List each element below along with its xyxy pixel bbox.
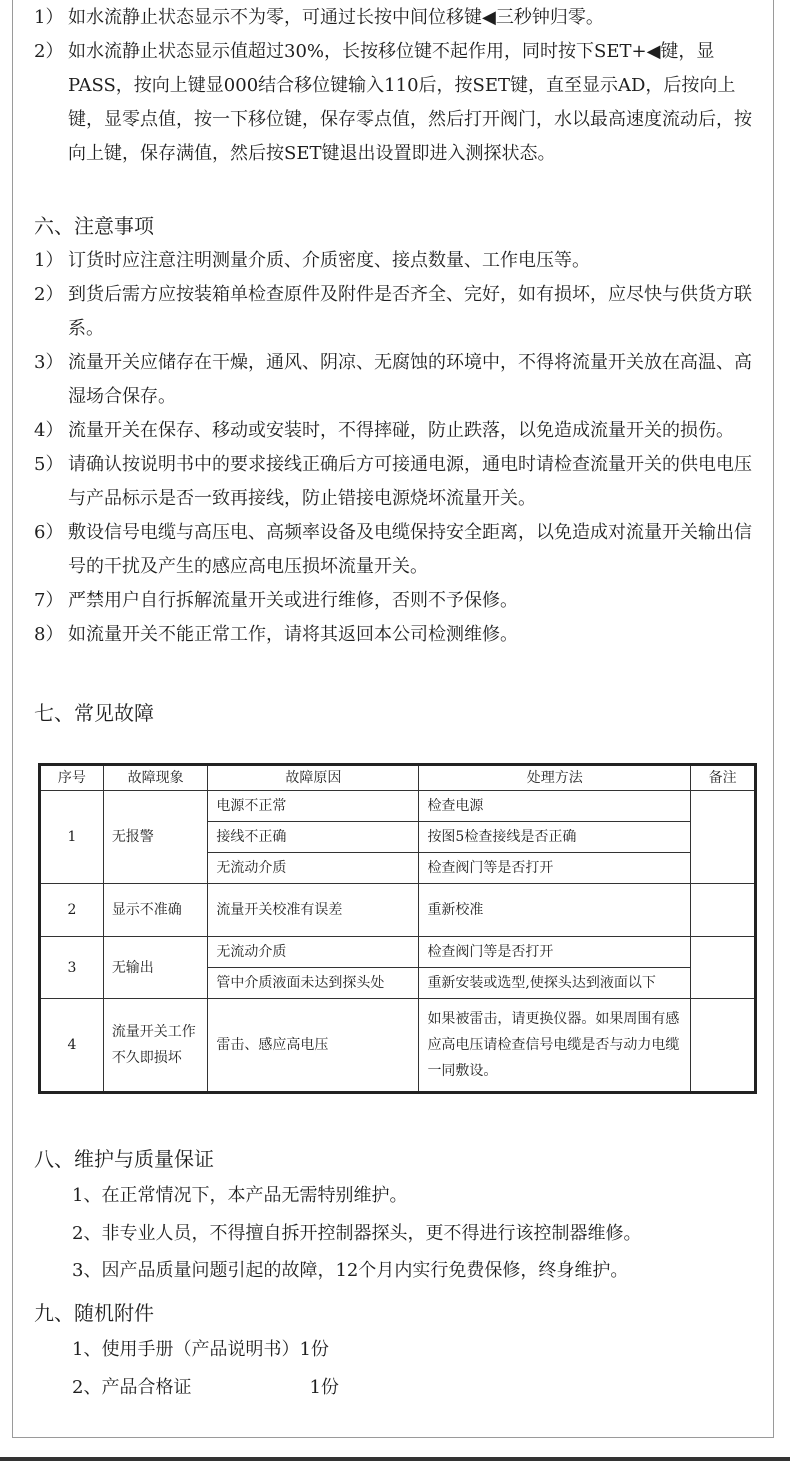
calibration-steps: [34, 1, 759, 171]
cell-symptom: 无报警: [103, 791, 208, 884]
list-item: [34, 414, 759, 448]
cell-fix: 检查阀门等是否打开: [419, 937, 691, 968]
list-item: [34, 1, 759, 35]
item-text: 到货后需方应按装箱单检查原件及附件是否齐全、完好，如有损坏，应尽快与供货方联系。: [68, 284, 752, 339]
cell-no: 4: [40, 999, 104, 1093]
fault-table: [38, 763, 757, 1094]
item-text: 如水流静止状态显示不为零，可通过长按中间位移键◀三秒钟归零。: [68, 7, 604, 28]
list-item: [34, 278, 759, 346]
item-text: 严禁用户自行拆解流量开关或进行维修，否则不予保修。: [68, 590, 518, 611]
item-text: 流量开关在保存、移动或安装时，不得摔碰，防止跌落，以免造成流量开关的损伤。: [68, 420, 734, 441]
maintenance-section: [34, 1141, 759, 1177]
item-number: 2）: [34, 284, 64, 305]
cell-symptom: 流量开关工作不久即损坏: [103, 999, 208, 1093]
list-item: 1、在正常情况下，本产品无需特别维护。: [72, 1185, 408, 1206]
notes-section: [34, 208, 759, 652]
cell-remark: [691, 791, 756, 884]
cell-fix: 检查阀门等是否打开: [419, 853, 691, 884]
section-title: 七、常见故障: [34, 701, 154, 725]
table-row: [40, 791, 756, 822]
item-number: 1）: [34, 250, 64, 271]
list-item: [34, 35, 759, 171]
item-text: 请确认按说明书中的要求接线正确后方可接通电源，通电时请检查流量开关的供电电压与产品标示是否一致再接线，防止错接电源烧坏流量开关。: [68, 454, 752, 509]
table-row: [40, 884, 756, 937]
cell-symptom: 显示不准确: [103, 884, 208, 937]
list-item: 3、因产品质量问题引起的故障，12个月内实行免费保修，终身维护。: [72, 1260, 629, 1281]
cell-no: 3: [40, 937, 104, 999]
cell-cause: 电源不正常: [208, 791, 419, 822]
maintenance-list: [72, 1177, 641, 1290]
cell-fix: 按图5检查接线是否正确: [419, 822, 691, 853]
list-item: [34, 516, 759, 584]
item-name: 1、使用手册（产品说明书）: [72, 1339, 300, 1360]
cell-symptom: 无输出: [103, 937, 208, 999]
item-number: 7）: [34, 590, 64, 611]
header-cause: 故障原因: [208, 765, 419, 791]
cell-fix: 重新校准: [419, 884, 691, 937]
cell-cause: 雷击、感应高电压: [208, 999, 419, 1093]
cell-cause: 无流动介质: [208, 937, 419, 968]
cell-cause: 无流动介质: [208, 853, 419, 884]
item-qty: 1份: [309, 1376, 339, 1398]
header-fix: 处理方法: [419, 765, 691, 791]
cell-cause: 接线不正确: [208, 822, 419, 853]
list-item: [34, 448, 759, 516]
section-title: 八、维护与质量保证: [34, 1147, 214, 1171]
accessories-list: [72, 1331, 339, 1406]
list-item: 2、非专业人员，不得擅自拆开控制器探头，更不得进行该控制器维修。: [72, 1222, 642, 1244]
item-number: 3）: [34, 352, 64, 373]
item-text: 敷设信号电缆与高压电、高频率设备及电缆保持安全距离，以免造成对流量开关输出信号的干扰及产生的感应高电压损坏流量开关。: [68, 522, 752, 577]
table-header-row: [40, 765, 756, 791]
cell-cause: 流量开关校准有误差: [208, 884, 419, 937]
item-text: 订货时应注意注明测量介质、介质密度、接点数量、工作电压等。: [68, 250, 590, 271]
item-number: 1）: [34, 7, 64, 28]
item-number: 5）: [34, 454, 64, 475]
table-row: [40, 999, 756, 1093]
header-symptom: 故障现象: [103, 765, 208, 791]
list-item: [34, 618, 759, 652]
bottom-border: [0, 1457, 790, 1461]
section-title: 九、随机附件: [34, 1301, 154, 1325]
cell-fix: 检查电源: [419, 791, 691, 822]
item-name: 2、产品合格证: [72, 1376, 192, 1398]
cell-remark: [691, 884, 756, 937]
section-title: 六、注意事项: [34, 214, 154, 238]
list-item: [34, 346, 759, 414]
faults-section: [34, 695, 759, 731]
item-text: 如水流静止状态显示值超过30%，长按移位键不起作用，同时按下SET+◀键，显PASS，按向上键显000结合移位键输入110后，按SET键，直至显示AD，后按向上键，显零点值，按一下移位键，保存零点值，然后打开阀门，水以最高速度流动后，按向上键，保存满值，然后按SET键退出设置即进入测探状态。: [68, 41, 752, 164]
accessories-section: [34, 1295, 759, 1331]
cell-cause: 管中介质液面未达到探头处: [208, 968, 419, 999]
cell-no: 2: [40, 884, 104, 937]
cell-fix: 重新安装或选型,使探头达到液面以下: [419, 968, 691, 999]
cell-fix: 如果被雷击，请更换仪器。如果周围有感应高电压请检查信号电缆是否与动力电缆一同敷设。: [419, 999, 691, 1093]
list-item: [34, 244, 759, 278]
cell-remark: [691, 937, 756, 999]
item-qty: 1份: [299, 1339, 329, 1360]
cell-no: 1: [40, 791, 104, 884]
item-text: 流量开关应储存在干燥，通风、阴凉、无腐蚀的环境中，不得将流量开关放在高温、高湿场合保存。: [68, 352, 752, 407]
item-number: 6）: [34, 522, 64, 543]
header-remark: 备注: [691, 765, 756, 791]
item-text: 如流量开关不能正常工作，请将其返回本公司检测维修。: [68, 624, 518, 645]
cell-remark: [691, 999, 756, 1093]
item-number: 4）: [34, 420, 64, 441]
list-item: [34, 584, 759, 618]
list-item: [72, 1331, 339, 1369]
header-no: 序号: [40, 765, 104, 791]
item-number: 8）: [34, 624, 64, 645]
item-number: 2）: [34, 41, 64, 62]
list-item: [72, 1369, 339, 1407]
table-row: [40, 937, 756, 968]
